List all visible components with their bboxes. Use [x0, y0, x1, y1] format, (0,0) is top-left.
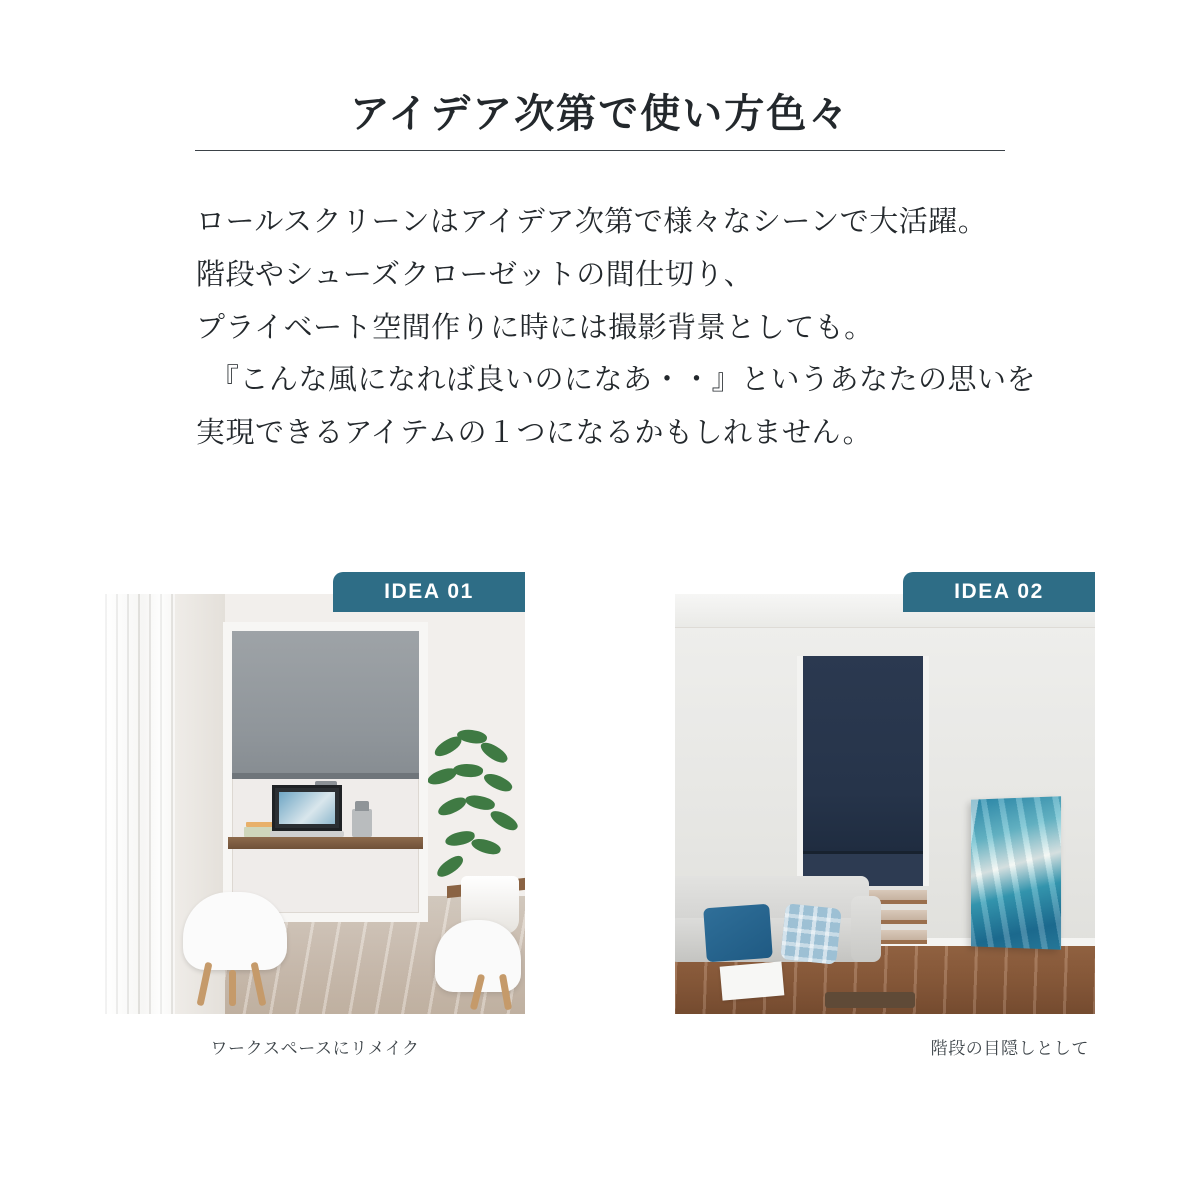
page-title: アイデア次第で使い方色々 [349, 91, 851, 136]
idea-badge-02: IDEA 02 [903, 572, 1095, 612]
roller-screen-gray [232, 631, 419, 779]
sofa-armrest [851, 896, 881, 962]
laptop-base [270, 831, 344, 837]
sheer-curtain [105, 594, 175, 1014]
pen-cup [352, 809, 372, 837]
laptop-screen [272, 785, 342, 831]
checked-cushion [780, 903, 842, 965]
idea-badge-01: IDEA 01 [333, 572, 525, 612]
potted-plant-foliage [427, 730, 523, 890]
chair-leg [229, 970, 236, 1006]
white-chair-seat [183, 892, 287, 970]
closet-alcove [223, 622, 428, 922]
blue-cushion [703, 904, 773, 962]
body-line-2: 階段やシューズクローゼットの間仕切り、 [196, 258, 754, 291]
body-line-5: 実現できるアイテムの１つになるかもしれません。 [196, 417, 873, 450]
body-line-3: プライベート空間作りに時には撮影背景としても。 [196, 311, 874, 344]
workspace-scene [105, 594, 525, 1014]
idea-caption-01: ワークスペースにリメイク [210, 1039, 420, 1058]
abstract-painting [971, 796, 1061, 949]
desk-top [228, 837, 423, 849]
open-book [720, 961, 785, 1000]
heading-block [195, 88, 1005, 151]
workspace-nook-photo [105, 594, 525, 1014]
body-line-4: 『こんな風になれば良いのになあ・・』というあなたの思いを [210, 364, 1037, 397]
body-line-1: ロールスクリーンはアイデア次第で様々なシーンで大活躍。 [196, 206, 988, 238]
stairway-screen-photo [675, 594, 1095, 1014]
body-copy [196, 196, 1096, 460]
low-table [825, 992, 915, 1008]
idea-caption-02: 階段の目隠しとして [930, 1039, 1089, 1058]
title-divider [195, 150, 1005, 151]
roller-screen-navy [803, 656, 923, 854]
stairway-scene [675, 594, 1095, 1014]
